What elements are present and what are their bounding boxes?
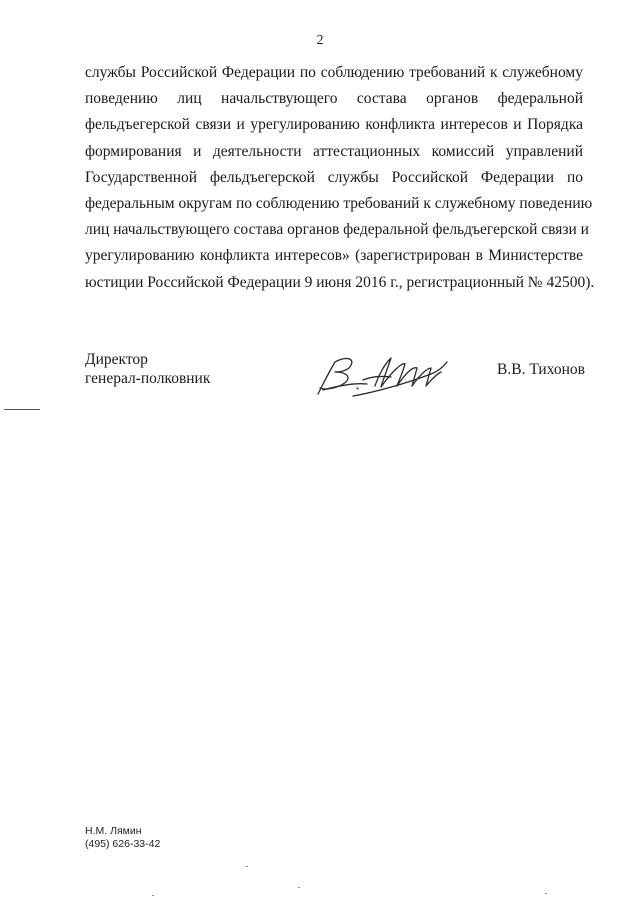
body-paragraph bbox=[85, 60, 595, 296]
executor-phone: (495) 626-33-42 bbox=[85, 838, 161, 850]
body-line: поведению лиц начальствующего состава органов федеральной bbox=[85, 90, 583, 108]
body-line: лиц начальствующего состава органов федеральной фельдъегерской связи и bbox=[85, 221, 589, 239]
body-line: юстиции Российской Федерации 9 июня 2016 г., регистрационный № 42500). bbox=[85, 273, 595, 291]
margin-mark bbox=[4, 409, 40, 410]
handwritten-signature-icon bbox=[313, 350, 453, 402]
body-line: фельдъегерской связи и урегулированию конфликта интересов и Порядка bbox=[85, 116, 583, 134]
body-line: службы Российской Федерации по соблюдению требований к служебному bbox=[85, 64, 583, 81]
military-rank: генерал-полковник bbox=[85, 370, 211, 387]
signatory-name: В.В. Тихонов bbox=[497, 361, 585, 378]
executor-info bbox=[85, 825, 160, 851]
body-line: формирования и деятельности аттестационных комиссий управлений bbox=[85, 142, 583, 160]
position-title: Директор bbox=[85, 351, 148, 368]
scan-speck bbox=[246, 866, 248, 867]
signatory-position bbox=[85, 350, 210, 388]
body-line: федеральным округам по соблюдению требований к служебному поведению bbox=[85, 194, 593, 212]
body-line: урегулированию конфликта интересов» (зарегистрирован в Министерстве bbox=[85, 247, 583, 265]
executor-name: Н.М. Лямин bbox=[85, 825, 142, 837]
scan-speck bbox=[545, 893, 547, 894]
body-line: Государственной фельдъегерской службы Российской Федерации по bbox=[85, 168, 583, 186]
scan-speck bbox=[152, 895, 154, 896]
signature-block bbox=[85, 350, 585, 410]
page-number: 2 bbox=[316, 33, 324, 48]
scan-speck bbox=[298, 887, 300, 888]
